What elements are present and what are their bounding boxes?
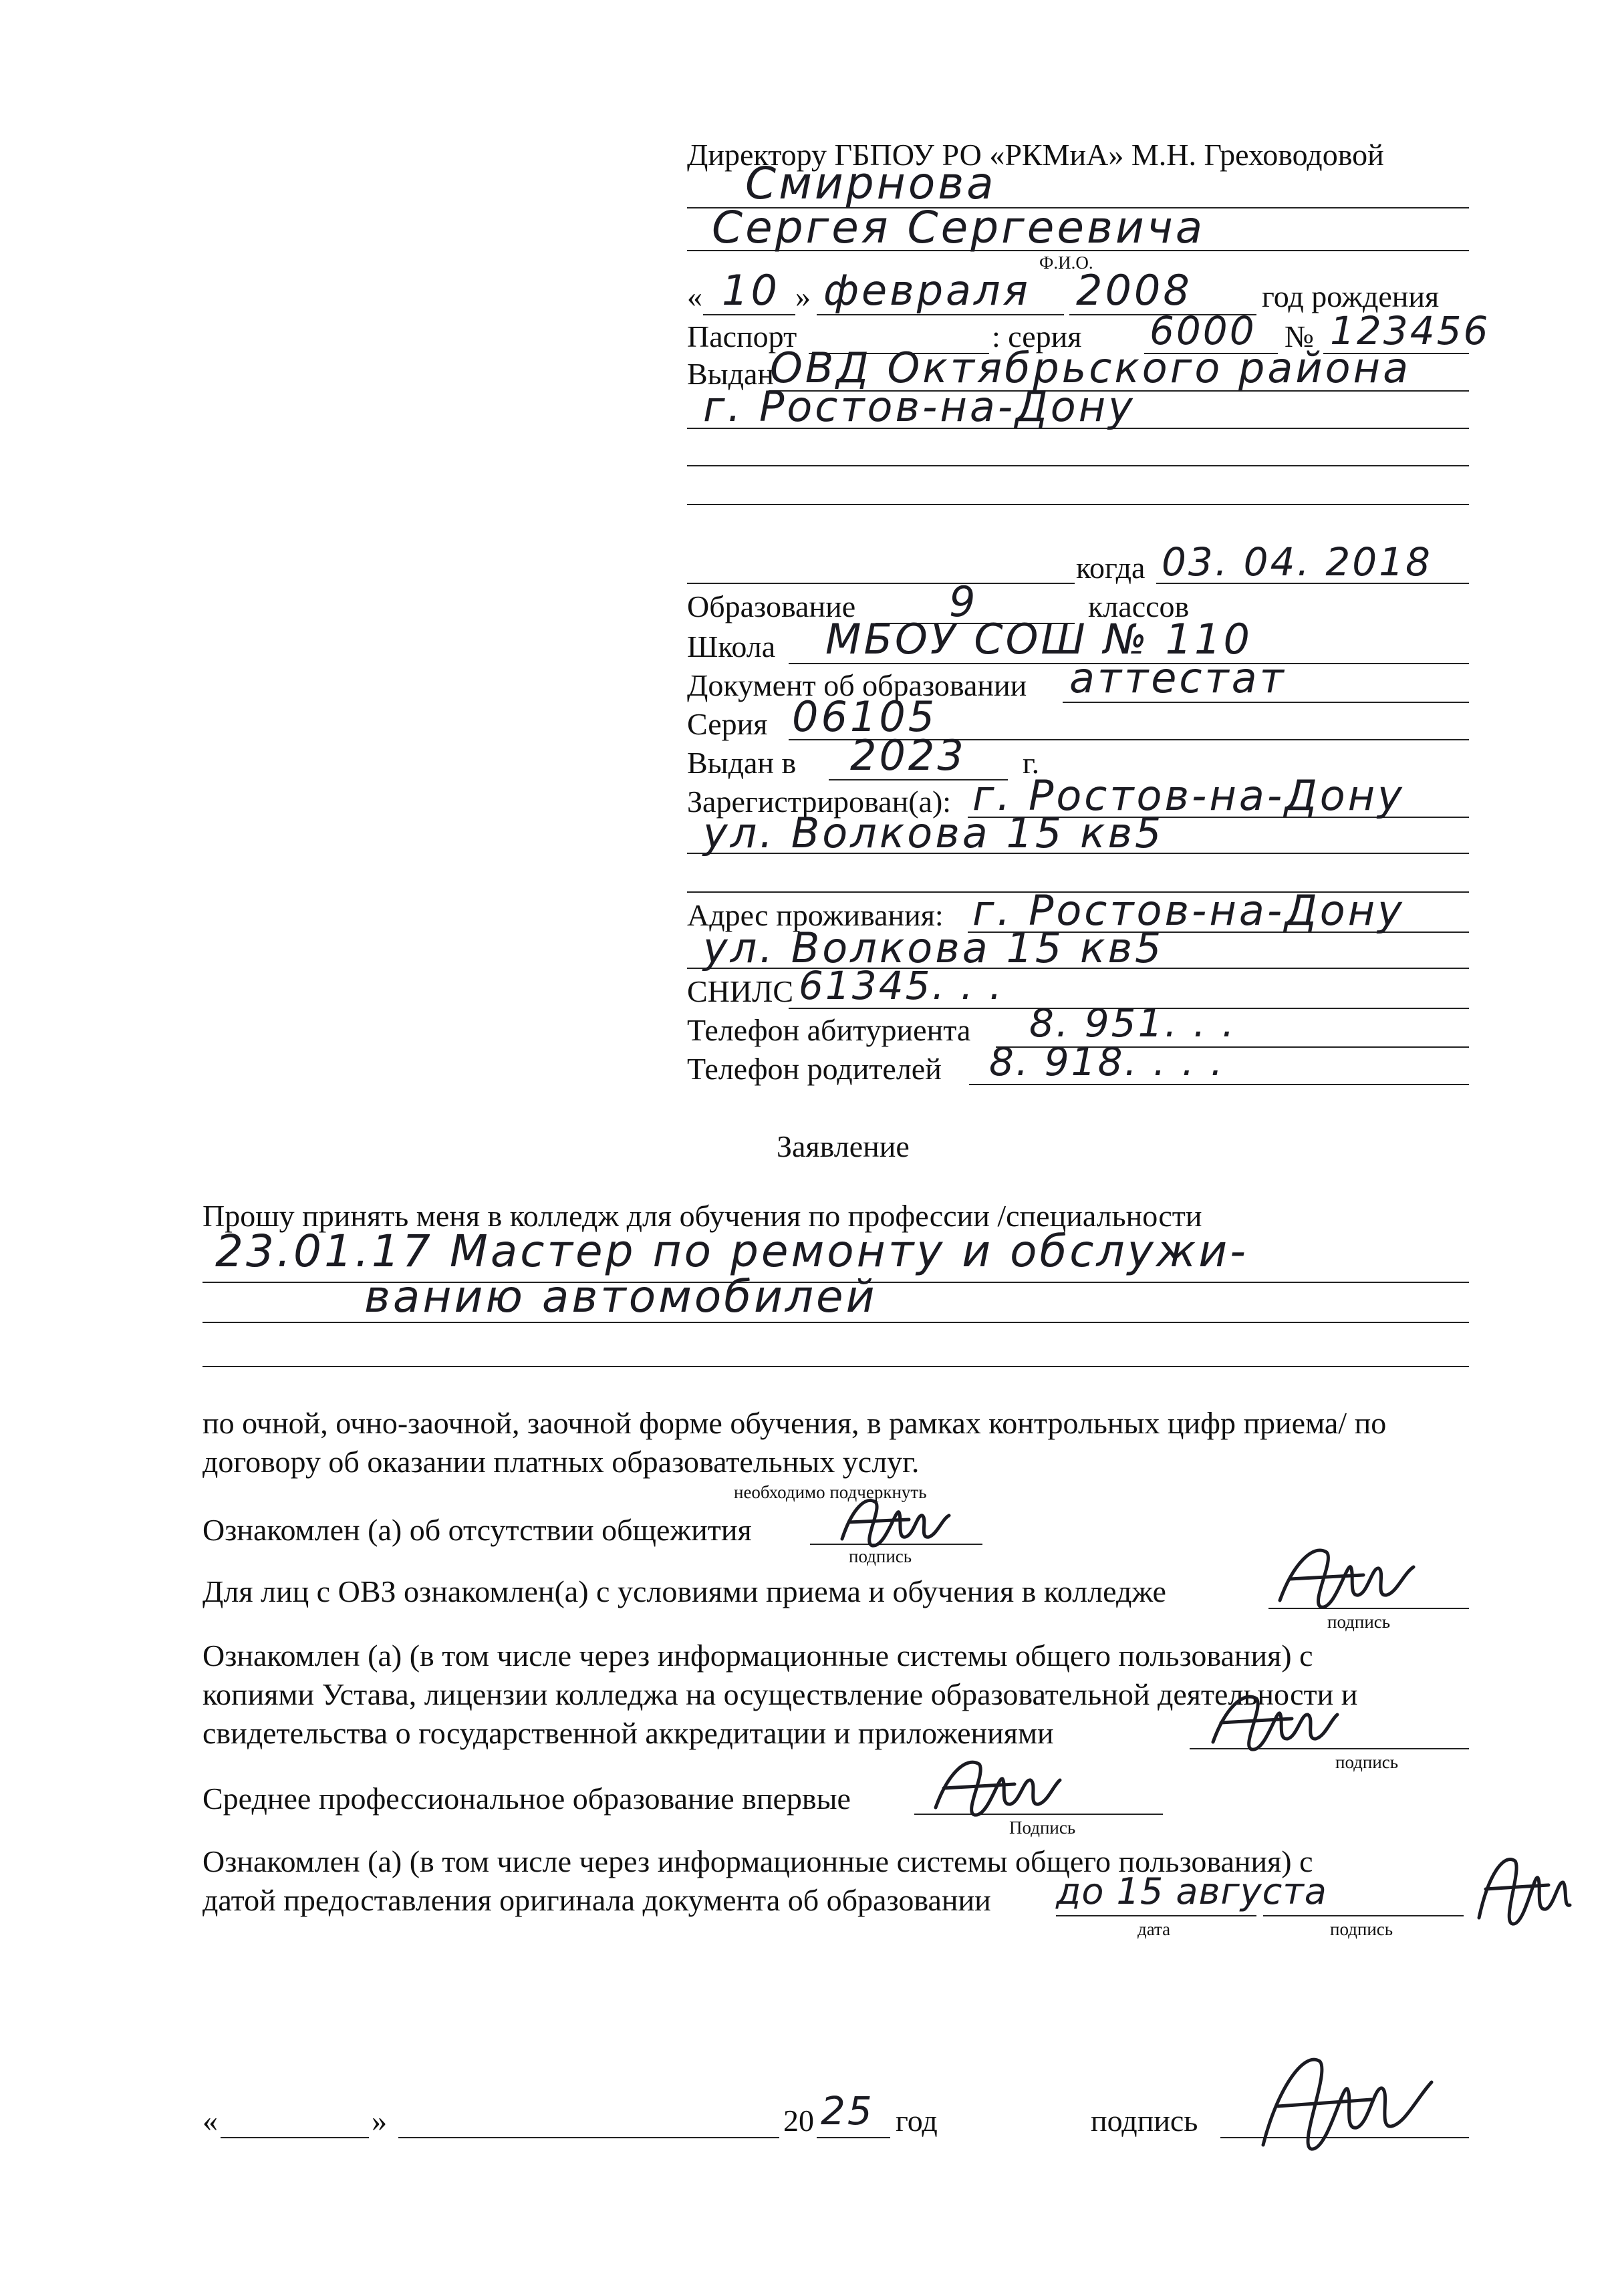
- charter-text-2: копиями Устава, лицензии колледжа на осуществление образовательной деятельности и: [203, 1677, 1358, 1711]
- edu-doc-label: Документ об образовании: [687, 668, 1027, 702]
- dormitory-text: Ознакомлен (а) об отсутствии общежития: [203, 1513, 752, 1547]
- phone-parents: 8. 918. . . .: [989, 1039, 1225, 1085]
- underline-hint: необходимо подчеркнуть: [734, 1482, 927, 1502]
- signature-first-time: [929, 1751, 1063, 1824]
- issued-in-label: Выдан в: [687, 746, 797, 780]
- statement-title: Заявление: [777, 1129, 910, 1163]
- passport-series-label: : серия: [992, 319, 1082, 353]
- form-line-1: по очной, очно-заочной, заочной форме обучения, в рамках контрольных цифр приема/ по: [203, 1406, 1387, 1440]
- footer-month-line: [398, 2137, 779, 2138]
- footer-quote-open: «: [203, 2104, 218, 2138]
- first-time-sign-hint: Подпись: [1009, 1818, 1076, 1838]
- original-date-line: [1056, 1915, 1256, 1916]
- classes-label: классов: [1088, 589, 1190, 623]
- phone-applicant-label: Телефон абитуриента: [687, 1013, 971, 1047]
- original-text-1: Ознакомлен (а) (в том числе через информационные системы общего пользования) с: [203, 1844, 1313, 1878]
- passport-label: Паспорт: [687, 319, 797, 353]
- charter-sign-hint: подпись: [1335, 1752, 1399, 1772]
- birth-month: февраля: [823, 266, 1031, 315]
- issued-by-2: г. Ростов-на-Дону: [703, 382, 1135, 431]
- signature-footer: [1256, 2045, 1437, 2158]
- education-label: Образование: [687, 589, 856, 623]
- fio-hint: Ф.И.О.: [1039, 253, 1093, 273]
- specialty-line-3: [203, 1366, 1469, 1367]
- original-date: до 15 августа: [1056, 1870, 1327, 1912]
- original-sign-hint: подпись: [1330, 1919, 1393, 1939]
- issued-by-line-4: [687, 504, 1469, 505]
- issued-by-1: ОВД Октябрьского района: [770, 343, 1412, 392]
- birth-quote-close: »: [795, 279, 811, 313]
- residence-label: Адрес проживания:: [687, 898, 944, 932]
- residence-2: ул. Волкова 15 кв5: [703, 923, 1164, 972]
- signature-charter: [1206, 1685, 1340, 1759]
- birth-quote-open: «: [687, 279, 702, 313]
- first-time-text: Среднее профессиональное образование впервые: [203, 1781, 851, 1816]
- footer-year-line: [817, 2137, 890, 2138]
- ovz-text: Для лиц с ОВЗ ознакомлен(а) с условиями приема и обучения в колледже: [203, 1574, 1166, 1608]
- birth-day: 10: [722, 266, 780, 315]
- signature-original: [1474, 1848, 1574, 1934]
- passport-number: 123456: [1330, 308, 1490, 353]
- residence-1: г. Ростов-на-Дону: [972, 886, 1405, 935]
- charter-text-3: свидетельства о государственной аккредитации и приложениями: [203, 1716, 1054, 1750]
- doc-series: 06105: [792, 692, 938, 741]
- edu-document: аттестат: [1069, 654, 1287, 702]
- doc-series-label: Серия: [687, 707, 768, 741]
- footer-day-line: [221, 2137, 369, 2138]
- birth-year-suffix: год рождения: [1262, 279, 1440, 313]
- snils-label: СНИЛС: [687, 974, 794, 1008]
- issued-by-line-5: [687, 583, 1075, 584]
- doc-year-suffix: г.: [1023, 746, 1040, 780]
- issued-by-label: Выдан: [687, 357, 775, 391]
- when-label: когда: [1076, 551, 1146, 585]
- original-date-hint: дата: [1137, 1919, 1171, 1939]
- applicant-name-patronymic: Сергея Сергеевича: [712, 202, 1206, 253]
- birth-year: 2008: [1076, 266, 1192, 315]
- request-text: Прошу принять меня в колледж для обучения по профессии /специальности: [203, 1199, 1202, 1233]
- school-label: Школа: [687, 629, 776, 664]
- charter-text-1: Ознакомлен (а) (в том числе через информационные системы общего пользования) с: [203, 1638, 1313, 1673]
- issue-date: 03. 04. 2018: [1162, 539, 1432, 585]
- footer-year-value: 25: [821, 2088, 874, 2134]
- specialty-2: ванию автомобилей: [364, 1271, 878, 1322]
- phone-applicant: 8. 951. . .: [1029, 1000, 1236, 1046]
- original-sign-line: [1263, 1915, 1464, 1916]
- education-classes: 9: [949, 577, 978, 626]
- addressee: Директору ГБПОУ РО «РКМиА» М.Н. Греховодовой: [687, 138, 1384, 172]
- registered-2: ул. Волкова 15 кв5: [703, 809, 1164, 857]
- phone-parents-label: Телефон родителей: [687, 1052, 942, 1086]
- passport-series: 6000: [1150, 308, 1256, 353]
- form-line-2: договору об оказании платных образовательных услуг.: [203, 1445, 920, 1479]
- footer-year-suffix: год: [896, 2104, 938, 2138]
- passport-number-label: №: [1285, 319, 1314, 353]
- issued-by-line-3: [687, 465, 1469, 466]
- footer-signature-label: подпись: [1091, 2104, 1198, 2138]
- registered-label: Зарегистрирован(а):: [687, 784, 952, 819]
- specialty-1: 23.01.17 Мастер по ремонту и обслужи-: [215, 1226, 1248, 1277]
- original-text-2: датой предоставления оригинала документа об образовании: [203, 1883, 991, 1917]
- signature-dormitory: [835, 1489, 956, 1556]
- school: МБОУ СОШ № 110: [825, 615, 1252, 664]
- applicant-surname: Смирнова: [745, 158, 996, 209]
- signature-ovz: [1273, 1540, 1420, 1617]
- doc-year: 2023: [850, 731, 966, 780]
- footer-year-prefix: 20: [783, 2104, 814, 2138]
- registered-1: г. Ростов-на-Дону: [972, 771, 1405, 820]
- footer-quote-close: »: [372, 2104, 387, 2138]
- dormitory-sign-hint: подпись: [849, 1546, 912, 1566]
- ovz-sign-hint: подпись: [1327, 1612, 1391, 1632]
- snils: 61345. . .: [799, 963, 1004, 1008]
